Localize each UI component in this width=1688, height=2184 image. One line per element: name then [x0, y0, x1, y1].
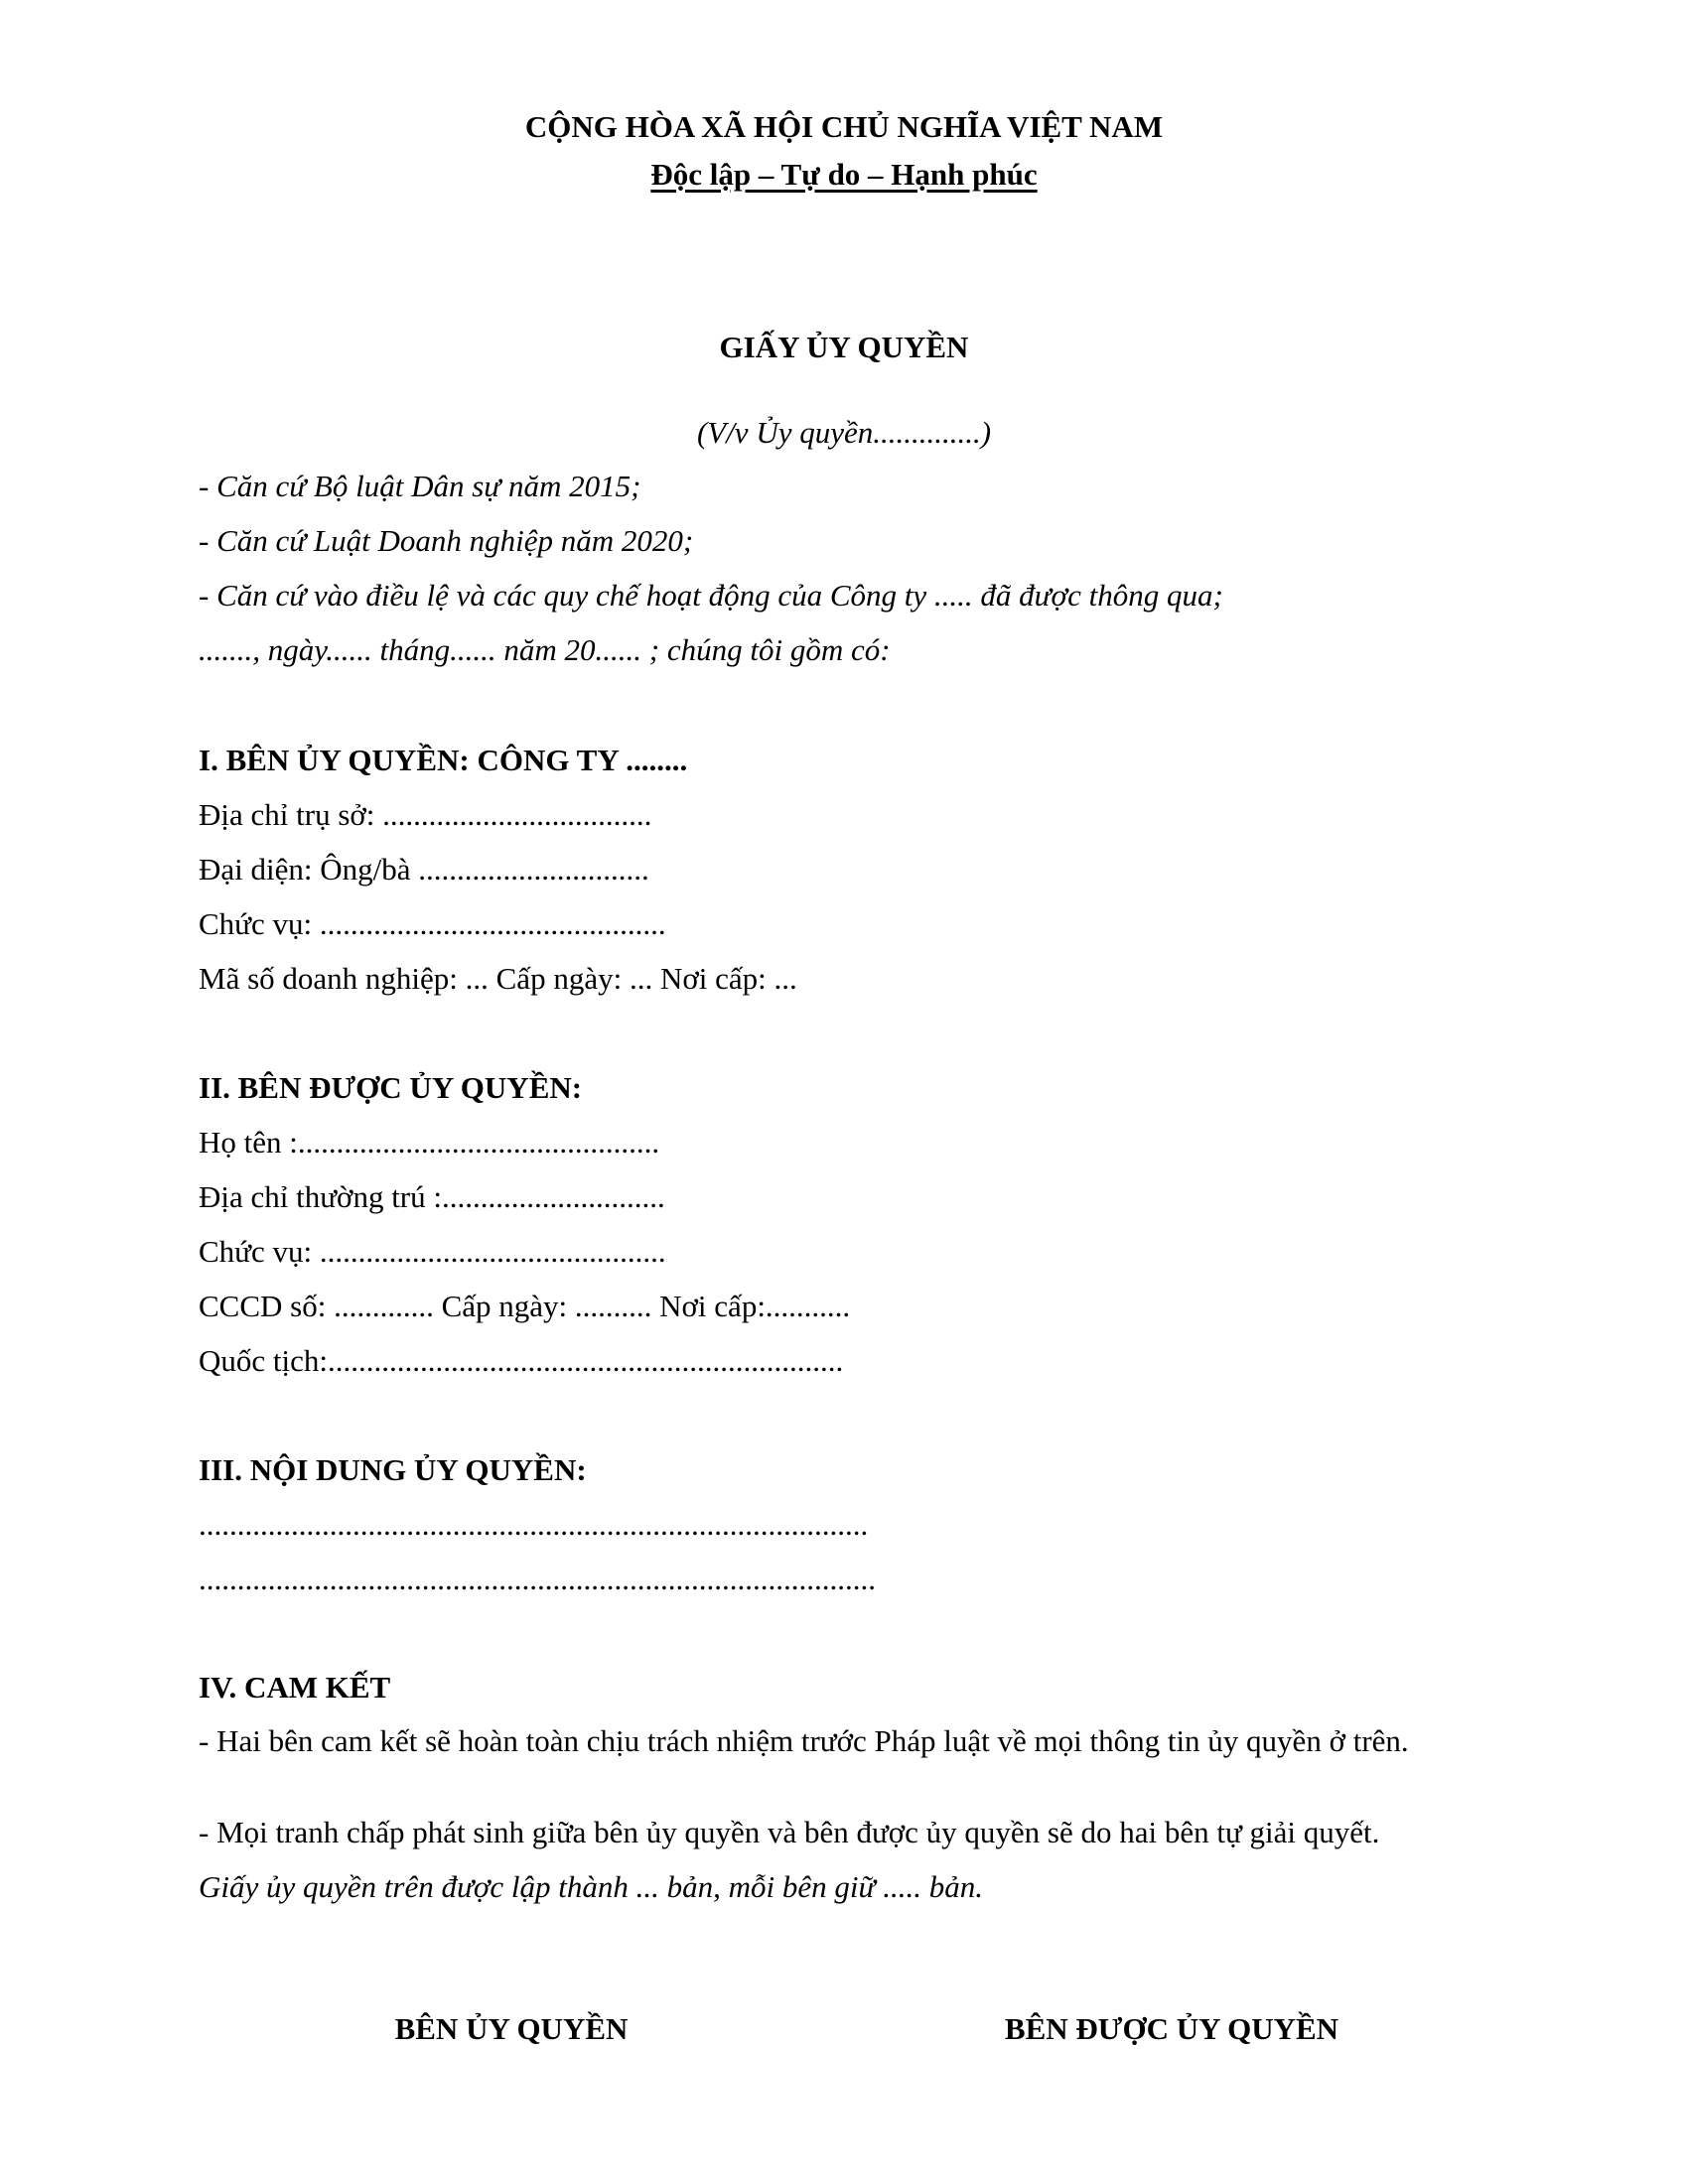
- blank-line: .......................................................................................: [199, 1507, 869, 1542]
- signature-left-label: BÊN ỦY QUYỀN: [394, 2011, 629, 2046]
- field-line: Chức vụ: .............................................: [199, 906, 666, 941]
- closing-line: Giấy ủy quyền trên được lập thành ... bản, mỗi bên giữ ..... bản.: [199, 1869, 983, 1904]
- field-line: Họ tên :...............................................: [199, 1125, 660, 1160]
- document-subject: (V/v Ủy quyền..............): [696, 415, 992, 450]
- document-title: GIẤY ỦY QUYỀN: [719, 330, 969, 364]
- country-header: CỘNG HÒA XÃ HỘI CHỦ NGHĨA VIỆT NAM: [524, 109, 1164, 144]
- commitment-paragraph: - Hai bên cam kết sẽ hoàn toàn chịu trách nhiệm trước Pháp luật về mọi thông tin ủy quyền ở trên.: [199, 1723, 1409, 1758]
- field-line: Địa chỉ thường trú :.............................: [199, 1179, 665, 1214]
- commitment-paragraph: - Mọi tranh chấp phát sinh giữa bên ủy quyền và bên được ủy quyền sẽ do hai bên tự giải quyết.: [199, 1815, 1380, 1849]
- section-heading: II. BÊN ĐƯỢC ỦY QUYỀN:: [199, 1070, 583, 1105]
- section-heading: I. BÊN ỦY QUYỀN: CÔNG TY ........: [199, 743, 688, 777]
- section-heading: IV. CAM KẾT: [199, 1670, 391, 1705]
- signature-right-label: BÊN ĐƯỢC ỦY QUYỀN: [1004, 2011, 1339, 2046]
- field-line: Chức vụ: .............................................: [199, 1234, 666, 1269]
- basis-line: - Căn cứ Luật Doanh nghiệp năm 2020;: [199, 523, 694, 558]
- date-line: ......., ngày...... tháng...... năm 20...... ; chúng tôi gồm có:: [199, 632, 891, 667]
- basis-line: - Căn cứ vào điều lệ và các quy chế hoạt động của Công ty ..... đã được thông qua;: [199, 578, 1223, 613]
- field-line: Đại diện: Ông/bà ..............................: [199, 852, 649, 887]
- motto: Độc lập – Tự do – Hạnh phúc: [650, 157, 1038, 192]
- field-line: Mã số doanh nghiệp: ... Cấp ngày: ... Nơi cấp: ...: [199, 961, 797, 996]
- field-line: CCCD số: ............. Cấp ngày: .......... Nơi cấp:...........: [199, 1289, 851, 1323]
- field-line: Địa chỉ trụ sở: ...................................: [199, 797, 652, 832]
- section-heading: III. NỘI DUNG ỦY QUYỀN:: [199, 1452, 587, 1487]
- blank-line: ........................................................................................: [199, 1562, 876, 1596]
- motto-wrapper: [0, 155, 1688, 195]
- basis-line: - Căn cứ Bộ luật Dân sự năm 2015;: [199, 469, 641, 503]
- field-line: Quốc tịch:...................................................................: [199, 1343, 844, 1378]
